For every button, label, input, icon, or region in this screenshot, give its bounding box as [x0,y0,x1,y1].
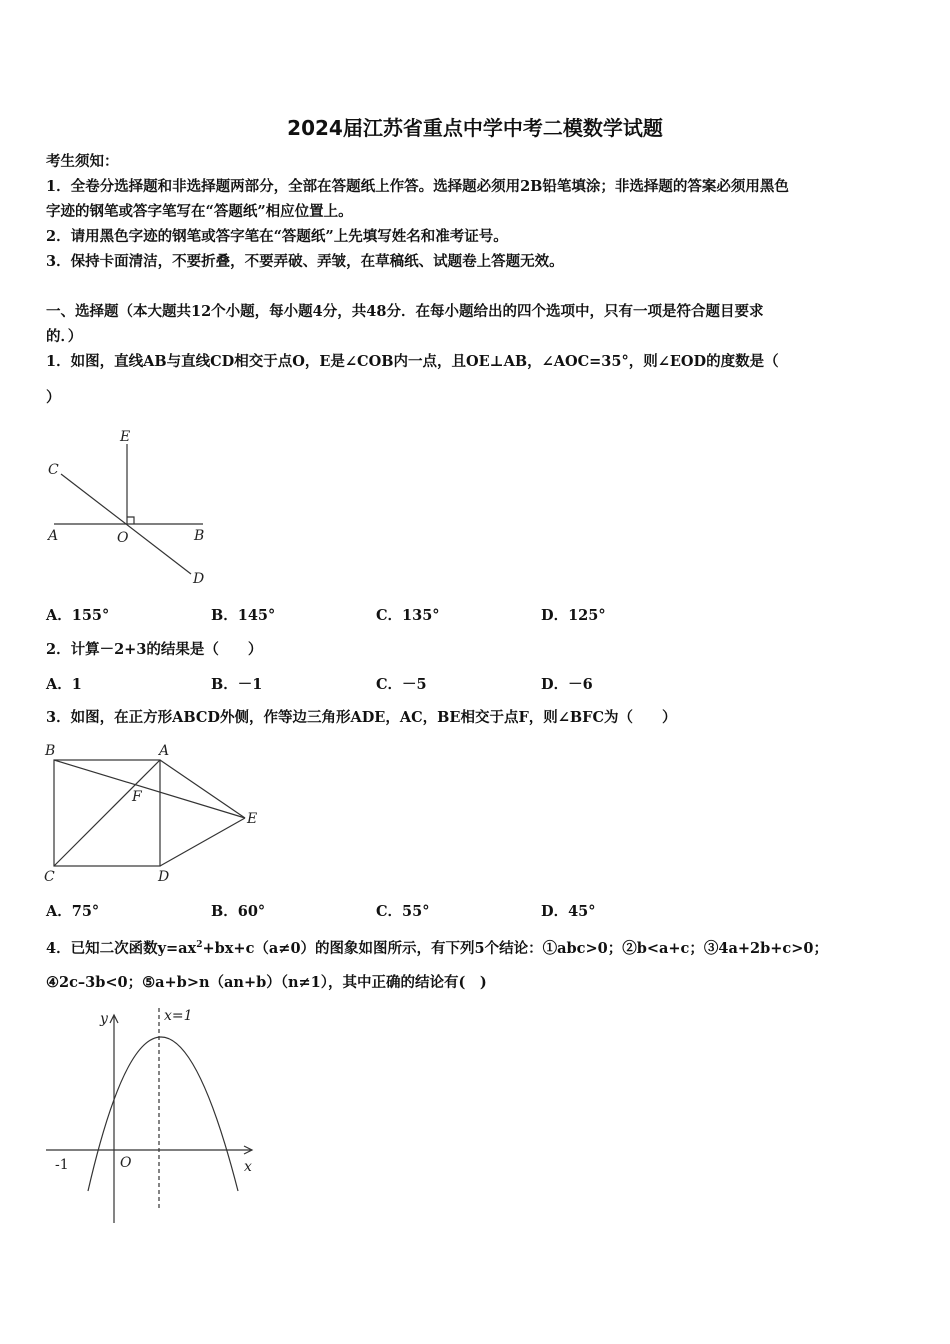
q2-stem: 2．计算－2+3的结果是（ ） [46,641,263,658]
q1-option-a: A．155° [46,607,110,624]
q1-stem-end: ） [46,389,61,406]
q2-option-c: C．－5 [376,676,427,693]
q4-stem: 4．已知二次函数$y=ax^2+bx+c(a\ne 0)$的图象如图所示，有下列5个结论：①abc>0；②b<a+c；③4a+2b+c>0； [46,939,828,957]
label-o: O [117,530,129,546]
notice-item-3: 3．保持卡面清洁，不要折叠，不要弄破、弄皱，在草稿纸、试题卷上答题无效。 [46,253,564,270]
notice-item-1-cont: 字迹的钢笔或答字笔写在“答题纸”相应位置上。 [46,203,353,220]
q1-option-d: D．125° [541,607,606,624]
label-c: C [48,462,59,478]
q3-stem: 3．如图，在正方形ABCD外侧，作等边三角形ADE，AC，BE相交于点F，则∠BFC为（ ） [46,709,677,726]
segment-de [160,818,245,866]
q4-stem-cont: ④2c–3b<0；⑤a+b>n（an+b）（n≠1），其中正确的结论有( ) [46,974,487,991]
right-angle-mark [127,517,134,524]
label-b: B [45,743,56,759]
q2-option-a: A．1 [46,676,82,693]
label-b: B [194,528,205,544]
notice-heading: 考生须知： [46,153,119,170]
label-e: E [120,429,131,445]
page-title: 2024届江苏省重点中学中考二模数学试题 [287,116,663,140]
segment-be [54,760,245,818]
label-a: A [48,528,59,544]
parabola [88,1037,238,1191]
label-x: x [244,1159,252,1175]
q3-option-d: D．45° [541,903,596,920]
label-c: C [44,869,55,885]
label-e: E [247,811,258,827]
q1-stem: 1．如图，直线AB与直线CD相交于点O，E是∠COB内一点，且OE⊥AB，∠AOC=35°，则∠EOD的度数是（ [46,353,779,370]
label-d: D [158,869,170,885]
label-axis-x1: x=1 [164,1008,193,1024]
label-f: F [132,789,142,805]
q3-option-b: B．60° [211,903,266,920]
label-o: O [120,1155,132,1171]
label-a: A [159,743,170,759]
notice-item-1: 1．全卷分选择题和非选择题两部分，全部在答题纸上作答。选择题必须用2B铅笔填涂；非选择题的答案必须用黑色 [46,178,789,195]
section-heading-cont: 的．） [46,328,83,345]
q1-option-c: C．135° [376,607,440,624]
q2-option-d: D．－6 [541,676,593,693]
q3-option-a: A．75° [46,903,100,920]
q3-option-c: C．55° [376,903,430,920]
label-neg1: -1 [55,1157,69,1173]
q2-option-b: B．－1 [211,676,263,693]
label-y: y [100,1011,108,1027]
q1-option-b: B．145° [211,607,276,624]
q4-figure [40,1003,270,1228]
notice-item-2: 2．请用黑色字迹的钢笔或答字笔在“答题纸”上先填写姓名和准考证号。 [46,228,508,245]
segment-ae [160,760,245,818]
label-d: D [193,571,205,587]
section-heading: 一、选择题（本大题共12个小题，每小题4分，共48分．在每小题给出的四个选项中，只有一项是符合题目要求 [46,303,764,320]
q3-figure [40,740,270,890]
q1-figure [40,425,220,590]
